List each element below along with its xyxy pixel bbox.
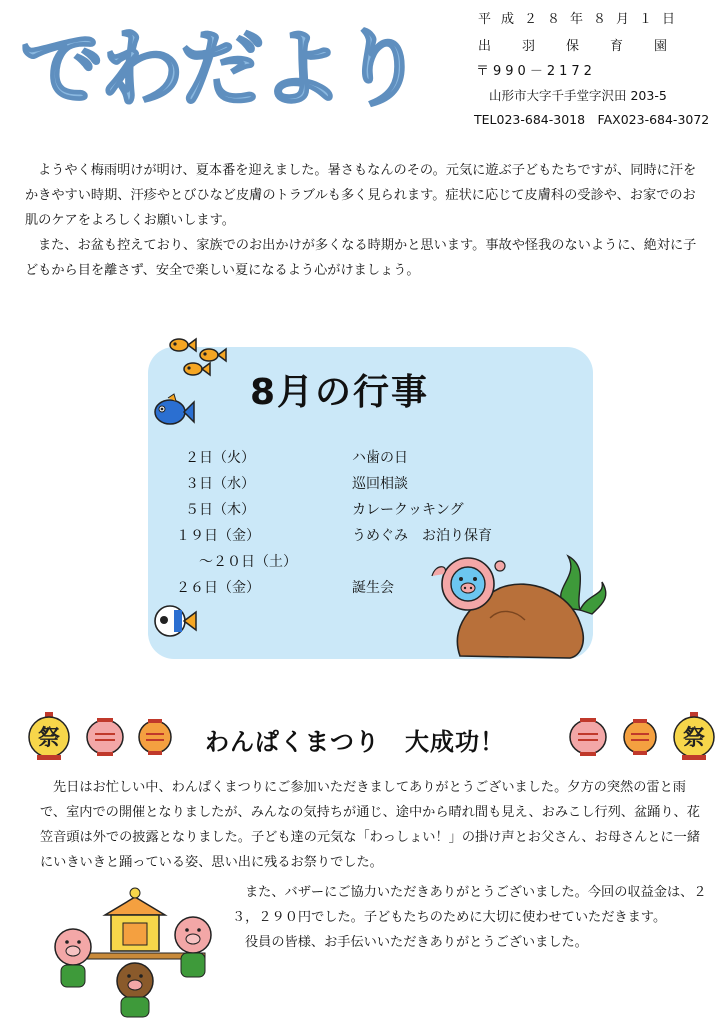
fish-icon	[148, 392, 196, 432]
event-name: 巡回相談	[352, 476, 408, 492]
lantern-icon	[674, 712, 714, 760]
pig-icon	[55, 929, 91, 987]
newsletter-title-art	[18, 10, 448, 120]
lantern-icon	[570, 718, 606, 756]
intro-paragraph: また、お盆も控えており、家族でのお出かけが多くなる時期かと思います。事故や怪我のないように、絶対に子どもから目を離さず、安全で楽しい夏になるよう心がけましょう。	[25, 238, 697, 278]
newsletter-title: でわだより	[20, 20, 421, 118]
festival-title: わんぱくまつり 大成功！	[205, 728, 505, 756]
festival-text-bazaar	[232, 880, 710, 955]
festival-text	[40, 775, 708, 875]
events-title: 8月の行事	[250, 372, 430, 413]
lantern-char: 祭	[37, 726, 61, 751]
intro-text	[25, 158, 705, 283]
event-date: ～２０日（土）	[185, 554, 297, 570]
rock-scene	[430, 548, 610, 660]
intro-paragraph: ようやく梅雨明けが明け、夏本番を迎えました。暑さもなんのその。元気に遊ぶ子どもたちですが、同時に汗をかきやすい時期、汗疹やとびひなど皮膚のトラブルも多く見られます。症状に応じて皮膚科の受診や、お家でのお肌のケアをよろしくお願いします。	[25, 163, 697, 228]
fish-icon	[150, 600, 198, 642]
event-name: うめぐみ お泊り保育	[352, 528, 492, 544]
lantern-row-left	[25, 710, 185, 762]
lantern-icon	[624, 719, 656, 755]
phone-fax: TEL023-684-3018 FAX023-684-3072	[474, 112, 710, 127]
address: 山形市大字千手堂字沢田 203-5	[489, 88, 667, 103]
festival-paragraph: 役員の皆様、お手伝いいただきありがとうございました。	[245, 935, 588, 950]
lantern-char: 祭	[682, 726, 706, 751]
lantern-icon	[139, 719, 171, 755]
festival-paragraph: 先日はお忙しい中、わんぱくまつりにご参加いただきましてありがとうございました。夕方の突然の雷と雨で、室内での開催となりましたが、みんなの気持ちが通じ、途中から晴れ間も見え、おみこし行列、盆踊り、花笠音頭は外での披露となりました。子ども達の元気な「わっしょい！」の掛け声とお父さん、お母さんとに一緒にいきいきと踊っている姿、思い出に残るお祭りでした。	[40, 780, 701, 870]
event-name: 誕生会	[352, 580, 394, 596]
lantern-row-right	[560, 710, 720, 762]
event-name: カレークッキング	[352, 502, 464, 518]
event-date: ３日（水）	[185, 476, 255, 492]
event-date: ２日（火）	[185, 450, 255, 466]
event-date: ２６日（金）	[176, 580, 260, 596]
festival-paragraph: また、バザーにご協力いただきありがとうございました。今回の収益金は、２３，２９０円でした。子どもたちのために大切に使わせていただきます。	[232, 885, 707, 925]
pig-icon	[175, 917, 211, 977]
organization-name: 出羽保育園	[478, 39, 699, 54]
issue-date: 平成２８年８月１日	[478, 12, 686, 27]
postal-code: 〒990－2172	[476, 64, 596, 79]
event-name: ハ歯の日	[352, 450, 408, 466]
fish-icon	[165, 333, 235, 379]
pig-icon	[117, 963, 153, 1017]
lantern-icon	[29, 712, 69, 760]
mikoshi-illustration	[45, 885, 220, 1020]
lantern-icon	[87, 718, 123, 756]
event-date: ５日（木）	[185, 502, 255, 518]
event-date: １９日（金）	[176, 528, 260, 544]
